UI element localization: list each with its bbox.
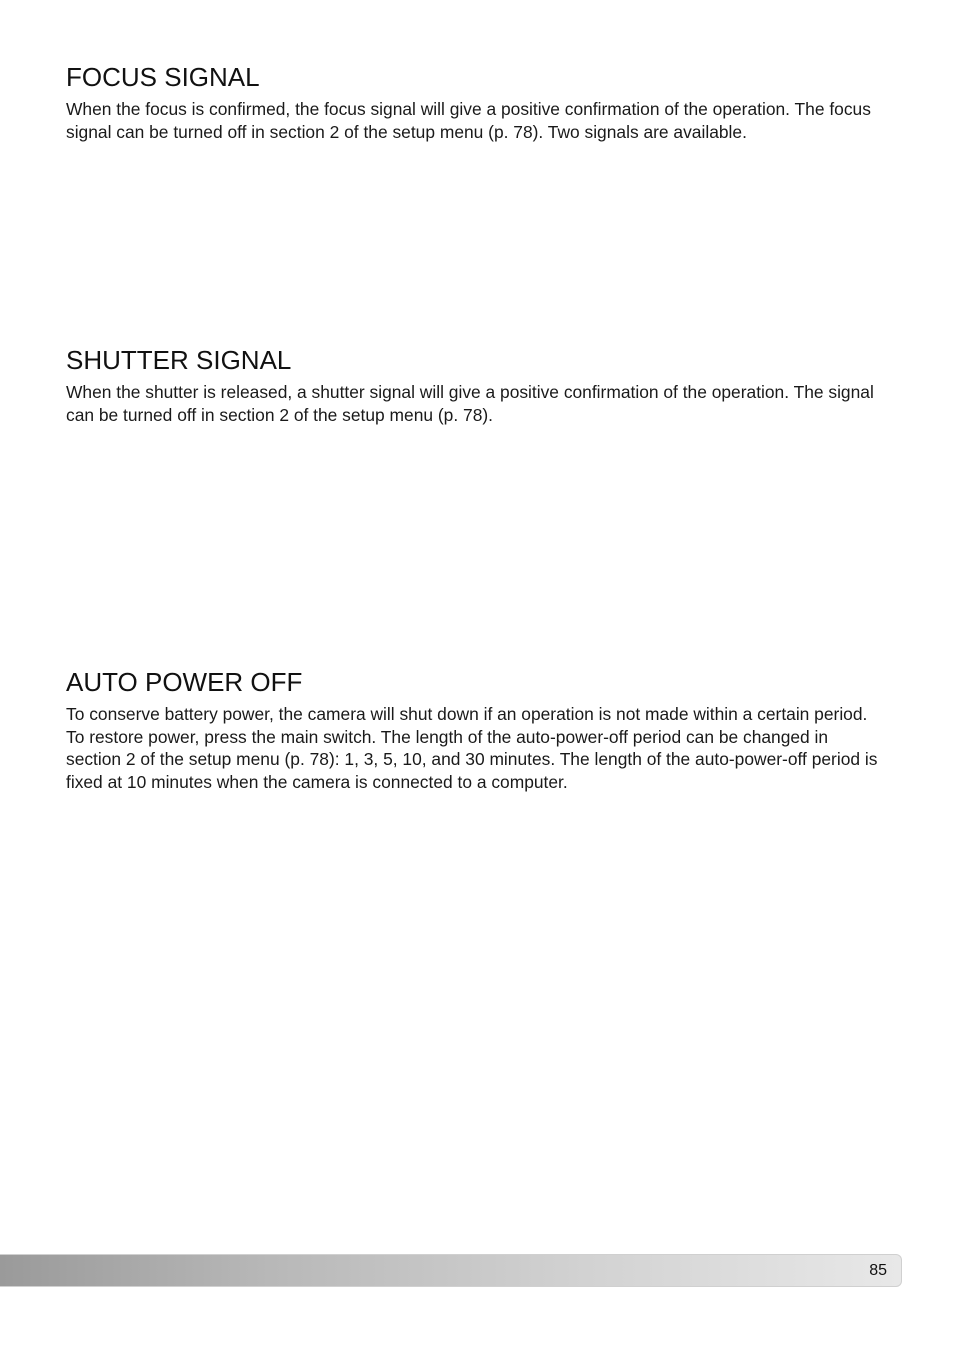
shutter-signal-section (66, 345, 886, 426)
section-body: To conserve battery power, the camera will shut down if an operation is not made within a certain period. To restore power, press the main switch. The length of the auto-power-off period can be changed in section 2 of the setup menu (p. 78): 1, 3, 5, 10, and 30 minutes. The length of the auto-power-off period is fixed at 10 minutes when the camera is connected to a computer. (66, 704, 878, 793)
section-title: FOCUS SIGNAL (66, 62, 260, 92)
page-number: 85 (869, 1262, 887, 1279)
footer-bar (0, 1254, 902, 1287)
section-title: SHUTTER SIGNAL (66, 345, 292, 375)
section-body: When the shutter is released, a shutter signal will give a positive confirmation of the operation. The signal can be turned off in section 2 of the setup menu (p. 78). (66, 382, 874, 425)
section-body: When the focus is confirmed, the focus signal will give a positive confirmation of the operation. The focus signal can be turned off in section 2 of the setup menu (p. 78). Two signals are available. (66, 99, 871, 142)
auto-power-off-section (66, 667, 886, 794)
focus-signal-section (66, 62, 886, 143)
section-title: AUTO POWER OFF (66, 667, 303, 697)
